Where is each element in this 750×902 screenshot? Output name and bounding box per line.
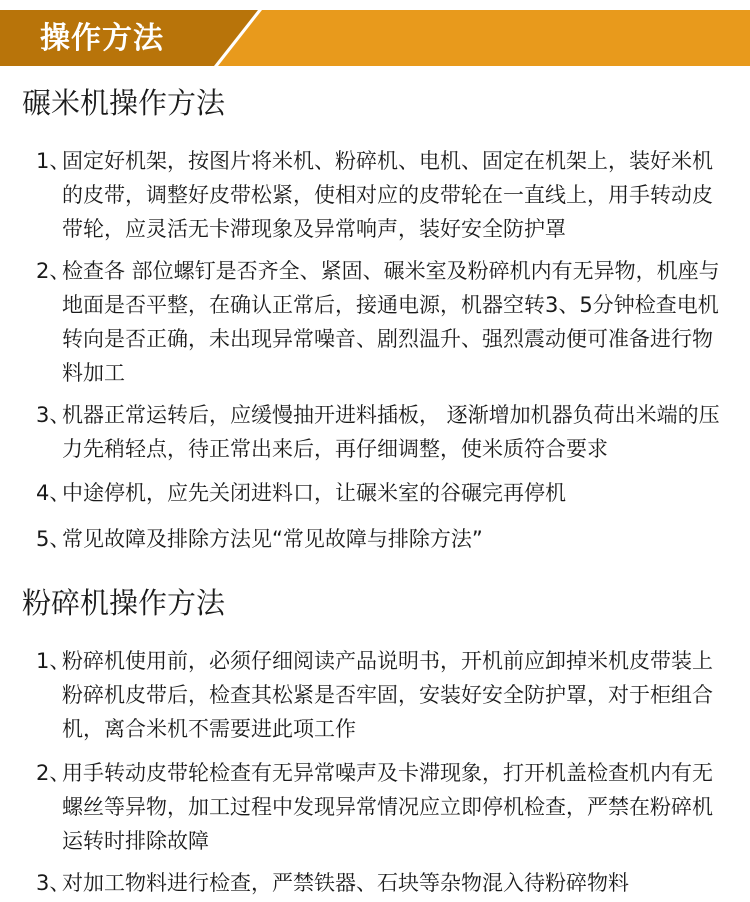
list-item-text: 机器正常运转后，应缓慢抽开进料插板， 逐渐增加机器负荷出米端的压力先稍轻点，待正常出来后，再仔细调整，使米质符合要求 (62, 403, 720, 461)
list-item-text: 检查各 部位螺钉是否齐全、紧固、碾米室及粉碎机内有无异物，机座与地面是否平整，在确认正常后，接通电源，机器空转3、5分钟检查电机转向是否正确，未出现异常噪音、剧烈温升、强烈震动便可准备进行物料加工 (62, 259, 720, 385)
list-item-text: 粉碎机使用前，必须仔细阅读产品说明书，开机前应卸掉米机皮带装上粉碎机皮带后，检查其松紧是否牢固，安装好安全防护罩，对于柜组合机，离合米机不需要进此项工作 (62, 649, 713, 741)
list-item-number: 2、 (36, 259, 71, 283)
header-banner (0, 10, 750, 66)
list-item (36, 644, 726, 746)
list-item-text: 常见故障及排除方法见“常见故障与排除方法” (62, 527, 483, 551)
banner-light-band (218, 10, 750, 66)
list-item (36, 866, 726, 900)
list-item-number: 4、 (36, 481, 71, 505)
list-item (36, 144, 726, 246)
list-item-number: 2、 (36, 761, 71, 785)
list-item (36, 476, 726, 510)
list-item-text: 固定好机架，按图片将米机、粉碎机、电机、固定在机架上，装好米机的皮带，调整好皮带松紧，使相对应的皮带轮在一直线上，用手转动皮带轮，应灵活无卡滞现象及异常响声，装好安全防护罩 (62, 149, 713, 241)
list-item-number: 3、 (36, 403, 71, 427)
list-item (36, 254, 726, 390)
list-item-number: 1、 (36, 149, 71, 173)
section-title-crusher: 粉碎机操作方法 (22, 586, 226, 620)
list-item-text: 对加工物料进行检查，严禁铁器、石块等杂物混入待粉碎物料 (62, 871, 629, 895)
list-item-text: 用手转动皮带轮检查有无异常噪声及卡滞现象，打开机盖检查机内有无螺丝等异物，加工过程中发现异常情况应立即停机检查，严禁在粉碎机运转时排除故障 (62, 761, 713, 853)
list-item (36, 398, 726, 466)
list-item (36, 756, 726, 858)
list-item-number: 5、 (36, 527, 71, 551)
header-title: 操作方法 (40, 21, 164, 56)
list-item-text: 中途停机，应先关闭进料口，让碾米室的谷碾完再停机 (62, 481, 566, 505)
list-item (36, 522, 726, 556)
list-item-number: 1、 (36, 649, 71, 673)
section-title-rice-mill: 碾米机操作方法 (22, 86, 226, 120)
list-item-number: 3、 (36, 871, 71, 895)
